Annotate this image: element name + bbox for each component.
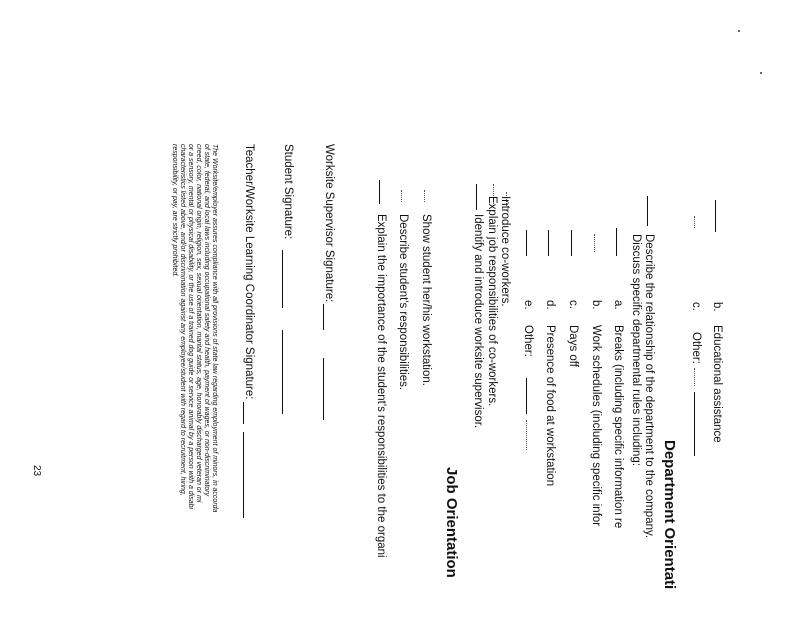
page-number: 23: [31, 465, 42, 477]
department-orientation-heading: Department Orientati: [661, 440, 678, 590]
sub-d-letter: d.: [544, 300, 556, 310]
sub-a-text: Breaks (including specific information re: [612, 325, 624, 529]
worksite-supervisor-signature-line[interactable]: [323, 304, 324, 330]
student-signature-label: Student Signature:: [282, 144, 294, 240]
explain-importance-text: Explain the importance of the student's responsibilities to the organi: [375, 214, 387, 558]
item-b-letter: b.: [711, 302, 723, 312]
describe-responsibilities-text: Describe student's responsibilities.: [397, 214, 409, 391]
student-signature-line[interactable]: [282, 250, 283, 308]
blank-line-e: [526, 230, 527, 256]
disclaimer-line-4: or a sensory, mental or physical disability, or the use of a trained dog guide or service animal by a person with a disabi: [187, 144, 194, 510]
disclaimer-line-2: of state, federal, and local laws including occupational safety and health, payment of wages, or non-discriminatory: [203, 144, 210, 497]
blank-line-d: [548, 230, 549, 256]
sub-e-text: Other:: [522, 325, 534, 357]
introduce-coworkers-text: Introduce co-workers.: [499, 196, 511, 307]
blank-dots-show: [424, 190, 425, 202]
explain-job-text: Explain job responsibilities of co-workers.: [486, 196, 498, 407]
blank-dots-describe-resp: [401, 190, 402, 202]
sub-b-letter: b.: [590, 300, 602, 310]
disclaimer-line-3: creed, color, national origin, religion, sex, sexual orientation, marital status, age, honorably discharged veteran or mi: [195, 144, 202, 503]
item-b-text: Educational assistance: [711, 325, 723, 443]
blank-line-describe: [647, 196, 648, 226]
scan-speck: [738, 30, 740, 32]
job-orientation-heading: Job Orientation: [443, 467, 460, 578]
teacher-signature-label: Teacher/Worksite Learning Coordinator Signature:: [243, 144, 255, 400]
describe-relationship-text: Describe the relationship of the department to the company.: [643, 234, 655, 539]
show-workstation-text: Show student her/his workstation.: [420, 214, 432, 386]
disclaimer-line-5: characteristics listed above, and/or discrimination against any employee/student with regard to recruitment, hiring,: [179, 144, 186, 496]
sub-b-text: Work schedules (including specific infor: [590, 325, 602, 527]
teacher-signature-line[interactable]: [243, 402, 244, 424]
blank-line-b: [715, 200, 716, 232]
blank-line-explain-importance: [379, 180, 380, 204]
discuss-rules-text: Discuss specific departmental rules including:: [630, 234, 642, 467]
blank-line-a: [616, 228, 617, 256]
item-c-letter: c.: [690, 302, 702, 311]
other-dots: [694, 368, 695, 386]
item-c-text: Other:: [690, 332, 702, 364]
sub-d-text: Presence of food at workstation: [544, 325, 556, 487]
sub-c-text: Days off: [567, 325, 579, 367]
blank-dots-c: [694, 216, 695, 228]
blank-line-c2: [571, 230, 572, 256]
sub-e-letter: e.: [522, 300, 534, 310]
identify-supervisor-text: Identify and introduce worksite supervisor.: [472, 214, 484, 429]
sub-c-letter: c.: [567, 300, 579, 309]
blank-line-identify: [476, 184, 477, 210]
student-date-line[interactable]: [282, 330, 283, 414]
worksite-supervisor-signature-label: Worksite Supervisor Signature:: [323, 144, 335, 303]
other-dots-e: [526, 420, 527, 450]
disclaimer-line-1: The Worksite/employer assures compliance with all provisions of state law regarding employment of minors, in accorda: [211, 144, 218, 513]
teacher-date-line[interactable]: [243, 432, 244, 518]
scan-speck: [760, 72, 762, 74]
blank-dots-b: [594, 234, 595, 252]
other-line: [694, 392, 695, 456]
disclaimer-line-6: responsibility, or pay, are strictly prohibited.: [171, 144, 178, 278]
sub-a-letter: a.: [612, 300, 624, 310]
other-line-e: [526, 378, 527, 414]
worksite-supervisor-date-line[interactable]: [323, 358, 324, 420]
